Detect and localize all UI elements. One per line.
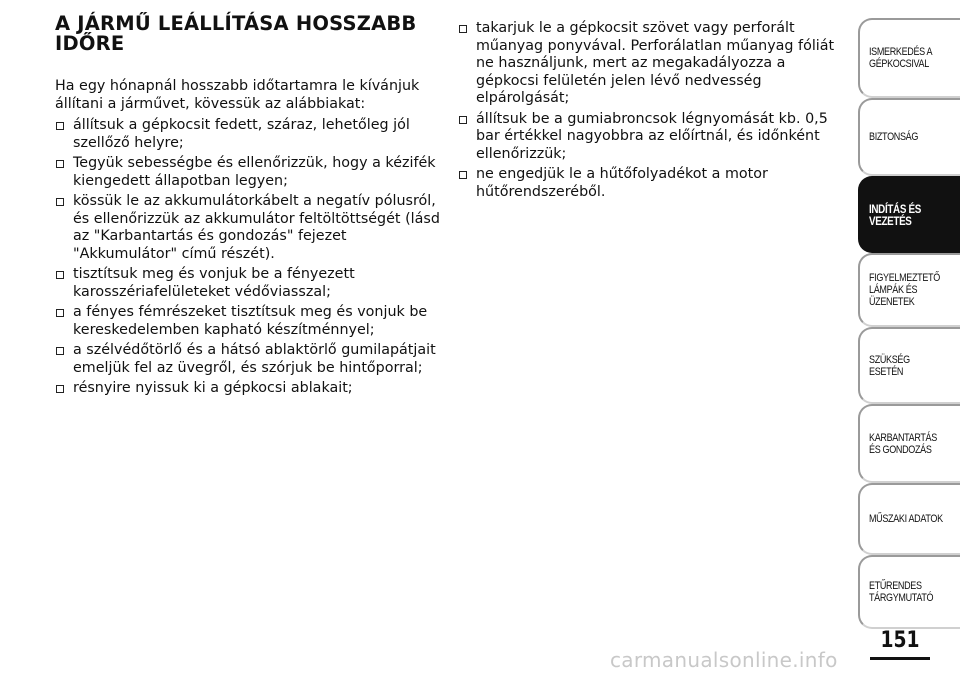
list-item [55, 304, 447, 339]
sidebar-tab-label: SZÜKSÉG ESETÉN [869, 353, 910, 378]
checkbox-bullet-icon [56, 385, 64, 393]
list-item-text: Tegyük sebességbe és ellenőrizzük, hogy a kézifék kiengedett állapotban legyen; [73, 155, 436, 189]
list-item-text: állítsuk a gépkocsit fedett, száraz, lehetőleg jól szellőző helyre; [73, 117, 410, 151]
list-item-text: tisztítsuk meg és vonjuk be a fényezett karosszériafelületeket védőviasszal; [73, 266, 355, 300]
list-item-text: kössük le az akkumulátorkábelt a negatív pólusról, és ellenőrizzük az akkumulátor feltöltöttségét (lásd az "Karbantartás és gondozás" fejezet "Akkumulátor" című részét). [73, 193, 440, 262]
list-item-text: ne engedjük le a hűtőfolyadékot a motor hűtőrendszeréből. [476, 166, 768, 200]
list-item [55, 117, 447, 152]
sidebar-tab-label: INDÍTÁS ÉS VEZETÉS [869, 201, 921, 228]
sidebar-tab-7[interactable] [858, 483, 960, 555]
list-item [458, 166, 850, 201]
sidebar-tab-label: ISMERKEDÉS A GÉPKOCSIVAL [869, 46, 932, 70]
list-item [55, 380, 447, 398]
checkbox-bullet-icon [459, 25, 467, 33]
right-bullet-list [458, 20, 850, 204]
list-item [55, 155, 447, 190]
list-item [458, 111, 850, 164]
checkbox-bullet-icon [56, 347, 64, 355]
checkbox-bullet-icon [459, 116, 467, 124]
list-item [55, 193, 447, 263]
sidebar-tab-label: BIZTONSÁG [869, 131, 919, 143]
checkbox-bullet-icon [56, 271, 64, 279]
list-item-text: a szélvédőtörlő és a hátsó ablaktörlő gumilapátjait emeljük fel az üvegről, és szórjuk be hintőporral; [73, 342, 436, 376]
sidebar-tab-label: KARBANTARTÁS ÉS GONDOZÁS [869, 431, 937, 456]
sidebar-tab-2[interactable] [858, 98, 960, 176]
sidebar-tab-3[interactable] [858, 176, 960, 253]
checkbox-bullet-icon [56, 122, 64, 130]
list-item-text: résnyire nyissuk ki a gépkocsi ablakait; [73, 380, 353, 396]
page-title: A JÁRMŰ LEÁLLÍTÁSA HOSSZABB IDŐRE [55, 12, 417, 55]
sidebar-tab-8[interactable] [858, 555, 960, 629]
list-item [55, 266, 447, 301]
sidebar-tab-label: ETŰRENDES TÁRGYMUTATÓ [869, 580, 934, 604]
checkbox-bullet-icon [56, 160, 64, 168]
page-number-underline [870, 657, 930, 660]
left-bullet-list [55, 117, 447, 401]
list-item-text: takarjuk le a gépkocsit szövet vagy perforált műanyag ponyvával. Perforálatlan műanyag fóliát ne használjunk, mert az megakadályozza a gépkocsi felületén jelen lévő nedvesség elpárolgását; [476, 20, 835, 106]
sidebar-tab-6[interactable] [858, 404, 960, 483]
checkbox-bullet-icon [459, 171, 467, 179]
intro-paragraph: Ha egy hónapnál hosszabb időtartamra le kívánjuk állítani a járművet, kövessük az alábbiakat: [55, 78, 420, 112]
sidebar-tab-1[interactable] [858, 18, 960, 98]
chapter-sidebar [858, 0, 960, 678]
sidebar-tab-4[interactable] [858, 253, 960, 327]
sidebar-tab-label: MŰSZAKI ADATOK [869, 513, 943, 525]
checkbox-bullet-icon [56, 309, 64, 317]
list-item [55, 342, 447, 377]
list-item-text: a fényes fémrészeket tisztítsuk meg és vonjuk be kereskedelemben kapható készítménnyel; [73, 304, 428, 338]
checkbox-bullet-icon [56, 198, 64, 206]
list-item-text: állítsuk be a gumiabroncsok légnyomását kb. 0,5 bar értékkel nagyobbra az előírtnál, és időnként ellenőrizzük; [476, 110, 828, 162]
sidebar-tab-5[interactable] [858, 327, 960, 404]
page-number: 151 [880, 628, 920, 653]
list-item [458, 20, 850, 108]
sidebar-tab-label: FIGYELMEZTETŐ LÁMPÁK ÉS ÜZENETEK [869, 272, 940, 308]
watermark: carmanualsonline.info [610, 648, 838, 672]
